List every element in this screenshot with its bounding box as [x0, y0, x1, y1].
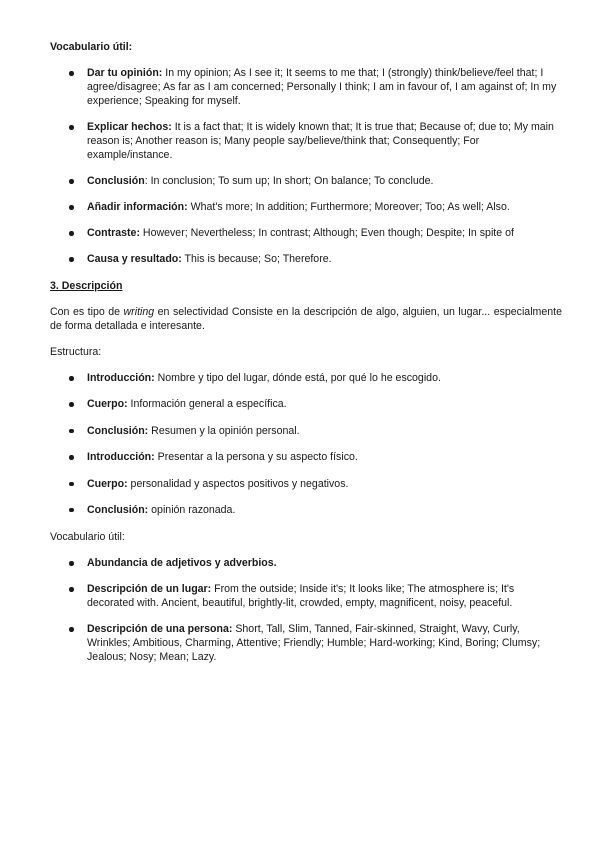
vocab-title: Vocabulario útil: — [50, 41, 133, 53]
list-item: Conclusión: opinión razonada. — [50, 503, 562, 517]
list-item: Descripción de una persona: Short, Tall, Slim, Tanned, Fair-skinned, Straight, Wavy, Curly, Wrinkles; Ambitious, Charming, Attentive; Friendly; Humble; Hard-working; Kind, Boring; Clumsy; Jealous; Nosy; Mean; Lazy. — [50, 622, 562, 664]
list-item: Contraste: However; Nevertheless; In contrast; Although; Even though; Despite; In spite of — [50, 226, 562, 240]
structure-title: Estructura: — [50, 346, 102, 358]
list-item: Conclusión: Resumen y la opinión personal. — [50, 424, 562, 438]
list-item: Explicar hechos: It is a fact that; It is widely known that; It is true that; Because of; due to; My main reason is; Another reason is; Many people say/believe/think that; Consequently; For example/instance. — [50, 120, 562, 162]
vocab-list-2 — [50, 556, 562, 664]
list-item: Dar tu opinión: In my opinion; As I see it; It seems to me that; I (strongly) think/believe/feel that; I agree/disagree; As far as I am concerned; Personally I think; I am in favour of, I am against of; In my experience; Speaking for myself. — [50, 66, 562, 108]
vocab-list — [50, 66, 562, 266]
list-item: Añadir información: What's more; In addition; Furthermore; Moreover; Too; As well; Also. — [50, 200, 562, 214]
list-item: Introducción: Presentar a la persona y su aspecto físico. — [50, 450, 562, 464]
structure-list — [50, 371, 562, 517]
list-item: Cuerpo: personalidad y aspectos positivos y negativos. — [50, 477, 562, 491]
list-item: Abundancia de adjetivos y adverbios. — [50, 556, 562, 570]
list-item: Conclusión: In conclusion; To sum up; In short; On balance; To conclude. — [50, 174, 562, 188]
vocab-title-2: Vocabulario útil: — [50, 531, 125, 543]
list-item: Introducción: Nombre y tipo del lugar, dónde está, por qué lo he escogido. — [50, 371, 562, 385]
section-intro: Con es tipo de writing en selectividad Consiste en la descripción de algo, alguien, un lugar... especialmente de forma detallada e interesante. — [50, 306, 562, 332]
list-item: Causa y resultado: This is because; So; Therefore. — [50, 252, 562, 266]
list-item: Cuerpo: Información general a específica. — [50, 397, 562, 411]
list-item: Descripción de un lugar: From the outside; Inside it's; It looks like; The atmosphere is; It's decorated with. Ancient, beautiful, brightly-lit, crowded, empty, magnificent, noisy, peaceful. — [50, 582, 562, 610]
section-heading: 3. Descripción — [50, 280, 123, 292]
